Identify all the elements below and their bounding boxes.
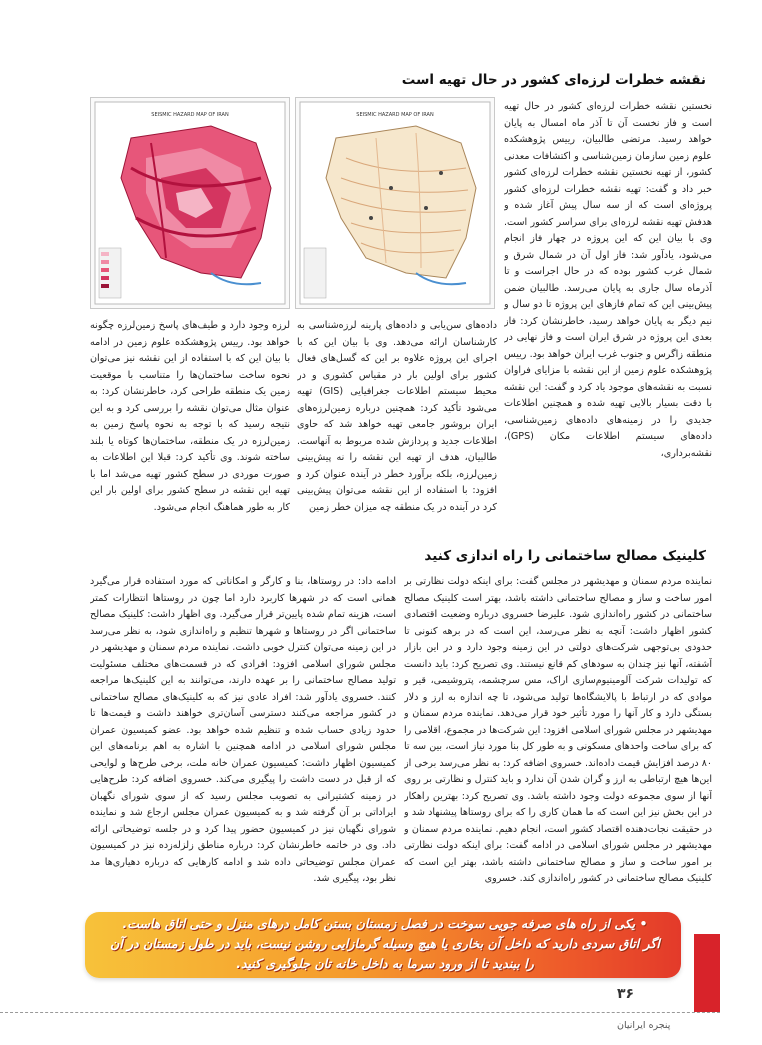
article1-column-right bbox=[504, 99, 712, 536]
map-caption: SEISMIC HAZARD MAP OF IRAN bbox=[356, 112, 434, 118]
tip-line: را ببندید تا از ورود سرما به داخل خانه تان جلوگیری کنید. bbox=[236, 956, 534, 971]
article2-column-left bbox=[90, 574, 396, 906]
seismic-hazard-map-red bbox=[90, 97, 290, 309]
page-number: ۳۶ bbox=[617, 986, 635, 1002]
footer-divider bbox=[0, 1012, 720, 1013]
tip-banner-text bbox=[96, 914, 674, 974]
article2-column-right bbox=[404, 574, 712, 906]
section-header-clinic bbox=[420, 548, 712, 564]
map-caption: SEISMIC HAZARD MAP OF IRAN bbox=[151, 112, 229, 118]
section-title: کلینیک مصالح ساختمانی را راه اندازی کنید bbox=[424, 548, 706, 564]
tip-line: اگر اتاق سردی دارید که داخل آن بخاری یا هیچ وسیله گرمازایی روشن نیست، باید در طول زمستان در آن bbox=[110, 936, 660, 951]
section-title: نقشه خطرات لرزه‌ای کشور در حال تهیه است bbox=[401, 72, 706, 88]
page-tab-accent bbox=[694, 934, 720, 1012]
article-text: نماینده مردم سمنان و مهدیشهر در مجلس گفت: برای اینکه دولت نظارتی بر امور ساخت و ساز و مصالح ساختمانی داشته باشد، بهتر است کلینیک مصالح ساختمانی در کشور راه‌اندازی شود. علیرضا خسروی درباره وضعیت اقتصادی کشور اظهار داشت: آنچه به نظر می‌رسد، این است که در برهه کنونی تا حدودی بی‌توجهی شرکت‌های دولتی در این زمینه وجود دارد و در این بازار آشفته، آنها نیز چندان به سودهای کم قانع نیستند. وی تصریح کرد: باید دانست که تولیدات شرکت آلومینیوم‌سازی اراک، مس سرچشمه، پتروشیمی، قیر و موادی که در ارتباط با پالایشگاه‌ها تولید می‌شود، تا چه اندازه به ارز و دلار بستگی دارد و کار آنها را مورد تأثیر خود قرار می‌دهد. نماینده مردم سمنان و مهدیشهر در مجلس شورای اسلامی افزود: این شرکت‌ها در مجموع، اقلامی را که برای ساخت واحدهای مسکونی و به طور کل بنا مورد نیاز است، بین سه تا ۸۰ درصد افزایش قیمت داده‌اند. خسروی اضافه کرد: به نظر می‌رسد برخی از این‌ها هیچ ارتباطی به ارز و گران شدن آن ندارد و باید کنترل و نظارتی بر روی آنها از سوی مجموعه دولت وجود داشته باشد. وی تصریح کرد: بهترین راهکار در این بخش نیز این است که ما همان کاری را که برای روستاها پیشنهاد شد و در حقیقت نجات‌دهنده اقتصاد کشور است، انجام دهیم. نماینده مردم سمنان و مهدیشهر در مجلس شورای اسلامی در ادامه گفت: برای اینکه دولت نظارتی بر امور ساخت و ساز و مصالح ساختمانی داشته باشد، بهتر این است که کلینیک مصالح ساختمانی در کشور راه‌اندازی کند. خسروی bbox=[404, 576, 712, 884]
article-text: نخستین نقشه خطرات لرزه‌ای کشور در حال تهیه است و فاز نخست آن تا آذر ماه امسال به پایان خواهد رسید. مرتضی طالبیان، رییس پژوهشکده علوم زمین سازمان زمین‌شناسی و اکتشافات معدنی کشور، از تهیه نخستین نقشه خطرات لرزه‌ای کشور خبر داد و گفت: تهیه نقشه خطرات لرزه‌ای کشور پروژه‌ای است که از سه سال پیش آغاز شده و هدفش تهیه نقشه لرزه‌ای برای سراسر کشور است. وی با بیان این که این پروژه در چهار فاز انجام می‌شود، یادآور شد: فاز اول آن در شمال شرق و شمال غرب کشور بوده که در حال اجراست و تا آذرماه سال جاری به پایان می‌رسد. طالبیان ضمن پیش‌بینی این که تمام فازهای این پروژه تا دو سال و نیم دیگر به پایان خواهد رسید، خاطرنشان کرد: فاز بعدی این پروژه در شرق ایران است و فاز نهایی در منطقه زاگرس و جنوب غرب ایران خواهد بود. رییس پژوهشکده علوم زمین از این نقشه با مزایای فراوان نسبت به نقشه‌های موجود یاد کرد و گفت: این نقشه با دقت بسیار بالایی تهیه شده و همچنین اطلاعات جدیدی را در زمینه‌های داده‌های زمین‌شناسی، داده‌های سیستم اطلاعات مکان (GPS)، نقشه‌برداری، bbox=[504, 101, 712, 459]
article1-column-left bbox=[90, 318, 290, 540]
magazine-name: پنجره ایرانیان bbox=[617, 1020, 671, 1031]
seismic-hazard-map-beige bbox=[295, 97, 495, 309]
section-header-seismic bbox=[401, 72, 712, 88]
map-figure bbox=[296, 98, 494, 308]
seismic-maps bbox=[90, 97, 497, 311]
article-text: لرزه وجود دارد و طیف‌های پاسخ زمین‌لرزه چگونه خواهد بود. رییس پژوهشکده علوم زمین در ادامه با بیان این که با استفاده از این نقشه نیز می‌توان نحوه ساخت ساختمان‌ها را متناسب با موقعیت زمین یک منطقه طراحی کرد، خاطرنشان کرد: به عنوان مثال می‌توان نقشه را بررسی کرد و به این نتیجه رسید که با توجه به نحوه پاسخ زمین به زمین‌لرزه در یک منطقه، ساختمان‌ها کوتاه یا بلند ساخته شوند. وی تأکید کرد: قبلا این اطلاعات به صورت موردی در سطح کشور تهیه می‌شد اما با تهیه این نقشه در سطح کشور برای اولین بار این کار به طور هماهنگ انجام می‌شود. bbox=[90, 320, 290, 513]
map-figure bbox=[91, 98, 289, 308]
tip-line: • یکی از راه های صرفه جویی سوخت در فصل زمستان بستن کامل درهای منزل و حتی اتاق هاست. bbox=[122, 916, 648, 931]
article1-column-middle bbox=[297, 318, 497, 540]
article-text: ادامه داد: در روستاها، بنا و کارگر و امکاناتی که مورد استفاده قرار می‌گیرد همانی است که در شهرها کاربرد دارد اما چون در روستاها انتظارات کمتر است، هزینه تمام شده پایین‌تر قرار می‌گیرد. وی اظهار داشت: کلینیک مصالح ساختمانی اگر در روستاها و شهرها تنظیم و راه‌اندازی شود، به نظر می‌رسد در این زمینه می‌توان کنترل خوبی داشت. نماینده مردم سمنان و مهدیشهر در مجلس شورای اسلامی افزود: افرادی که در قسمت‌های مختلف مسئولیت تولید مصالح ساختمانی را بر عهده دارند، می‌توانند به این کلینیک‌ها مراجعه کنند. خسروی یادآور شد: افراد عادی نیز که به کلینیک‌های مصالح ساختمانی در کشور مراجعه می‌کنند دسترسی آسان‌تری خواهند داشت و قیمت‌ها تا حدود زیادی حساب شده و تنظیم شده خواهد بود. عضو کمیسیون عمران مجلس شورای اسلامی در ادامه همچنین با اشاره به اهم برنامه‌های این کمیسیون اظهار داشت: کمیسیون عمران خانه ملت، برخی طرح‌ها و لوایحی که از قبل در دست داشت را پیگیری می‌کند. خسروی اضافه کرد: طرح‌هایی در زمینه کشتیرانی به تصویب مجلس رسید که از سوی شورای نگهبان ایراداتی بر آن گرفته شد و به کمیسیون عمران مجلس ارجاع شد و نماینده شورای نگهبان نیز در کمیسیون حضور پیدا کرد و در جلسه توضیحاتی ارائه داد. وی در خاتمه خاطرنشان کرد: درباره مناطق زلزله‌زده نیز در کمیسیون عمران مجلس توضیحاتی داده شد و ادامه کارهایی که درباره دهیاری‌ها مد نظر بود، پیگیری شد. bbox=[90, 576, 396, 884]
article-text: داده‌های سن‌یابی و داده‌های پارینه لرزه‌شناسی به کارشناسان ارائه می‌دهد. وی با بیان این که با اجرای این پروژه علاوه بر این که گسل‌های فعال کشور برای اولین بار در مقیاس کشوری و در محیط سیستم اطلاعات جغرافیایی (GIS) تهیه می‌شود تأکید کرد: همچنین درباره زمین‌لرزه‌های ایران بروشور جامعی تهیه خواهد شد که حاوی اطلاعات جدید و پردازش شده مربوط به آنهاست. طالبیان، هدف از تهیه این نقشه را نه پیش‌بینی زمین‌لرزه، بلکه برآورد خطر در آینده عنوان کرد و افزود: با استفاده از این نقشه می‌توان پیش‌بینی کرد در آینده در یک منطقه چه میزان خطر زمین bbox=[297, 320, 497, 513]
